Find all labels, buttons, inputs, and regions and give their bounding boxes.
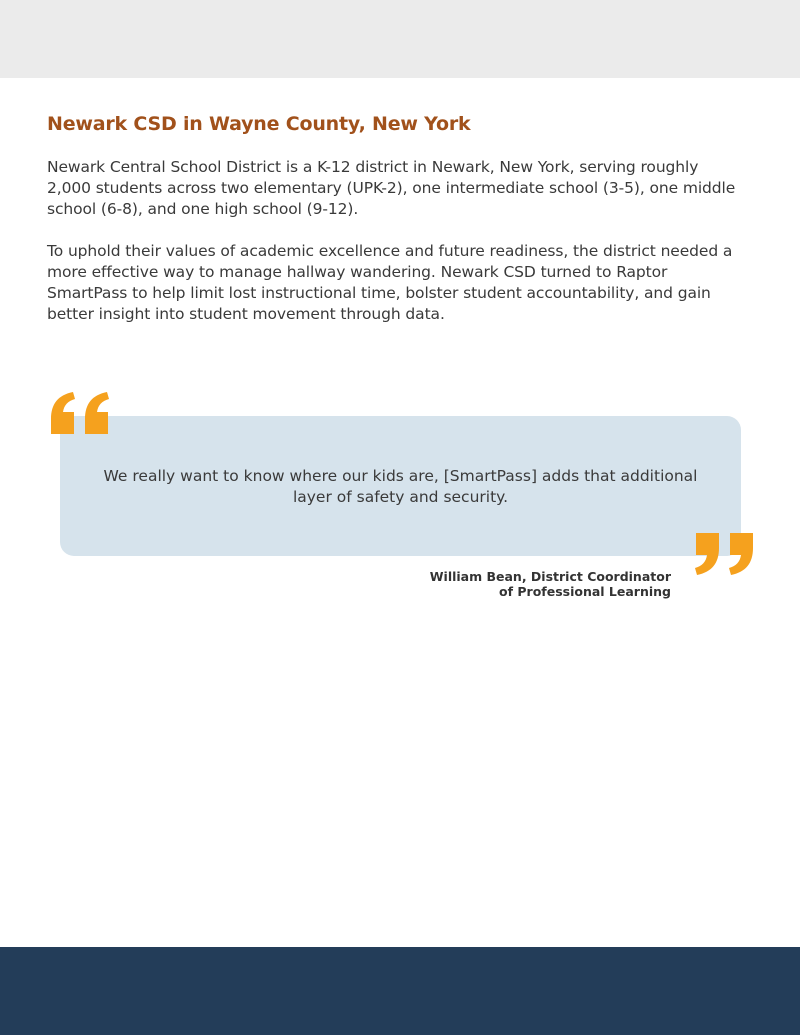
challenge-paragraph: To uphold their values of academic excellence and future readiness, the district needed a more effective way to manage hallway wandering. Newark CSD turned to Raptor SmartPass to help limit lost instructional time, bolster student accountability, and gain better insight into student movement through data. [47, 242, 733, 323]
testimonial-attribution [351, 569, 671, 599]
close-quote-icon [693, 531, 755, 577]
testimonial-text: We really want to know where our kids are, [SmartPass] adds that additional layer of safety and security. [103, 467, 698, 506]
open-quote-icon [50, 390, 112, 436]
header-band [0, 0, 800, 78]
attribution-name: William Bean, District Coordinator [429, 569, 671, 584]
intro-section [47, 111, 737, 325]
testimonial-box [60, 416, 741, 556]
section-heading: Newark CSD in Wayne County, New York [47, 113, 471, 135]
attribution-role: of Professional Learning [498, 584, 671, 599]
intro-paragraph: Newark Central School District is a K-12 district in Newark, New York, serving roughly 2,000 students across two elementary (UPK-2), one intermediate school (3-5), one middle school (6-8), and one high school (9-12). [47, 158, 736, 218]
footer-band [0, 947, 800, 1035]
